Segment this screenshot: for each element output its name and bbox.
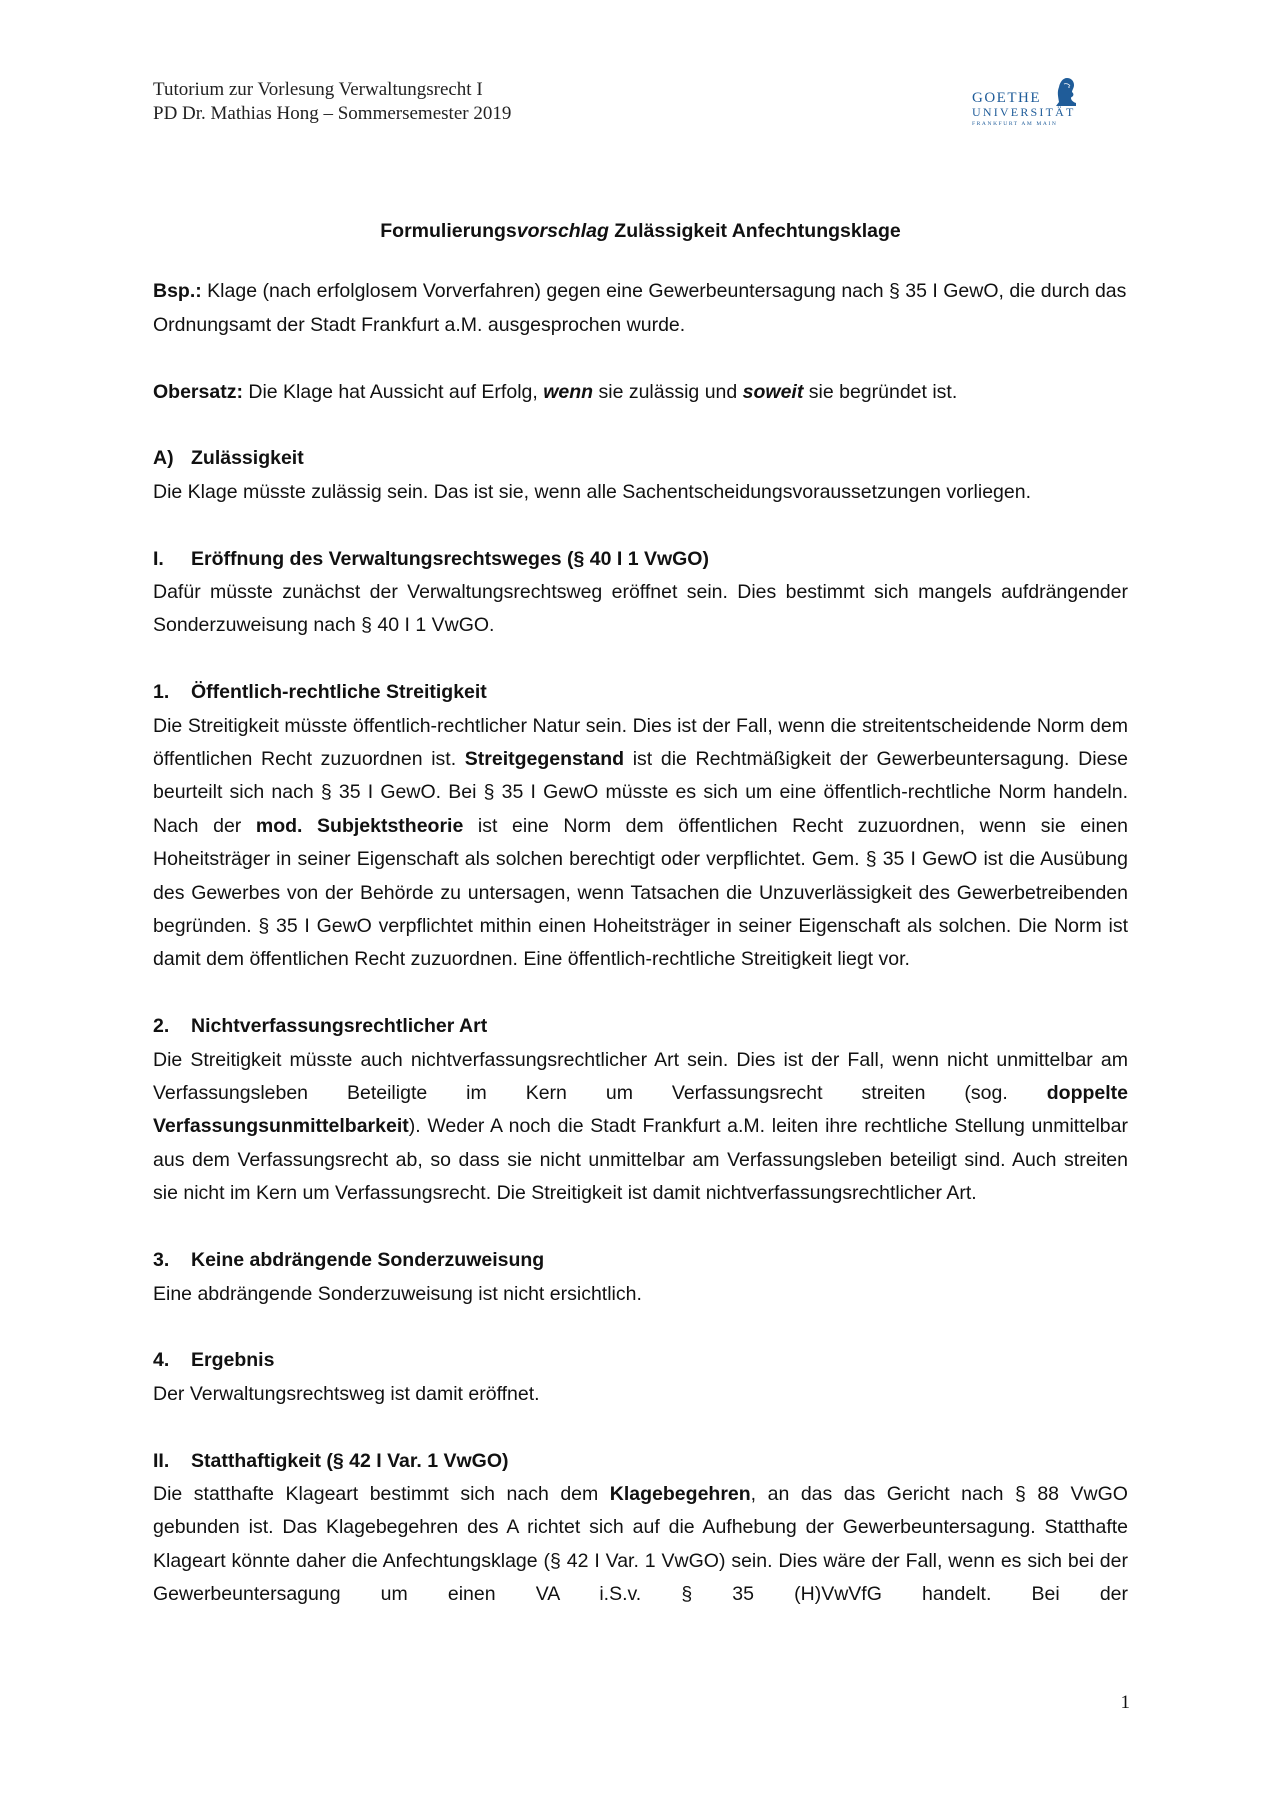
obersatz-text-2: sie zulässig und [593,380,743,403]
example-text: Klage (nach erfolglosem Vorverfahren) gegen eine Gewerbeuntersagung nach § 35 I GewO, die durch das Ordnungsamt der Stadt Frankfurt a.M. ausgesprochen wurde. [153,280,1127,336]
subsection-1-text [153,710,1128,977]
document-title [153,215,1128,248]
section-ii-text-1: Die statthafte Klageart bestimmt sich nach dem [153,1482,610,1505]
example-label: Bsp.: [153,280,202,303]
subsection-1-text-1: Die Streitigkeit müsste öffentlich-rechtlicher Natur sein. Dies ist der Fall, wenn die streitentscheidende Norm dem öffentlichen Recht zuzuordnen ist. [153,714,1128,771]
subsection-1-text-3: ist eine Norm dem öffentlichen Recht zuzuordnen, wenn sie einen Hoheitsträger in seiner Eigenschaft als solchen berechtigt oder verpflichtet. Gem. § 35 I GewO ist die Ausübung des Gewerbes von der Behörde zu untersagen, wenn Tatsachen die Unzuverlässigkeit des Gewerbetreibenden begründen. § 35 I GewO verpflichtet mithin einen Hoheitsträger in seiner Eigenschaft als solchen. Die Norm ist damit dem öffentlichen Recht zuzuordnen. Eine öffentlich-rechtliche Streitigkeit liegt vor. [153,814,1128,971]
subsection-2-text-1: Die Streitigkeit müsste auch nichtverfassungsrechtlicher Art sein. Dies ist der Fall, wenn nicht unmittelbar am Verfassungsleben Beteiligte im Kern um Verfassungsrecht streiten (sog. [153,1048,1128,1105]
obersatz-soweit: soweit [742,380,804,403]
section-a [153,442,1128,509]
subsection-4-title: Ergebnis [191,1349,275,1372]
section-a-heading [153,442,1128,475]
title-part-2: vorschlag [516,220,609,242]
subsection-4 [153,1344,1128,1411]
section-ii-heading [153,1445,1128,1478]
subsection-1-number: 1. [153,681,170,704]
subsection-2-text [153,1044,1128,1211]
section-i-text: Dafür müsste zunächst der Verwaltungsrechtsweg eröffnet sein. Dies bestimmt sich mangels aufdrängender Sonderzuweisung nach § 40 I 1 VwGO. [153,581,1128,637]
subsection-3-number: 3. [153,1249,170,1272]
document-body [153,215,1128,1612]
section-ii-number: II. [153,1449,170,1472]
section-i [153,543,1128,643]
subsection-2-number: 2. [153,1015,170,1038]
subsection-4-number: 4. [153,1349,170,1372]
obersatz-text-3: sie begründet ist. [803,380,958,403]
subsection-3-heading [153,1244,1128,1277]
obersatz-wenn: wenn [543,380,594,403]
subsection-4-heading [153,1344,1128,1377]
section-a-title: Zulässigkeit [191,447,304,470]
university-logo [972,72,1082,132]
obersatz-paragraph [153,376,1128,409]
subsection-1-heading [153,676,1128,709]
logo-universitaet-text: UNIVERSITÄT [972,105,1076,119]
subsection-1 [153,676,1128,977]
section-ii-text [153,1478,1128,1612]
header-lecturer-line: PD Dr. Mathias Hong – Sommersemester 2019 [153,103,512,124]
subsection-4-text: Der Verwaltungsrechtsweg ist damit eröffnet. [153,1382,540,1405]
subsection-1-text-2: ist die Rechtmäßigkeit der Gewerbeuntersagung. Diese beurteilt sich nach § 35 I GewO. Bei § 35 I GewO müsste es sich um eine öffentlich-rechtliche Norm handeln. Nach der [153,748,1128,837]
logo-frankfurt-text: FRANKFURT AM MAIN [972,121,1058,127]
subsection-2-bold-1: doppelte Verfassungsunmittelbarkeit [153,1082,1128,1138]
example-paragraph [153,275,1128,342]
obersatz-text-1: Die Klage hat Aussicht auf Erfolg, [242,380,544,403]
subsection-1-bold-1: Streitgegenstand [464,748,625,771]
section-ii-title: Statthaftigkeit (§ 42 I Var. 1 VwGO) [191,1449,509,1472]
section-a-number: A) [153,447,174,470]
section-ii-text-2: , an das das Gericht nach § 88 VwGO gebunden ist. Das Klagebegehren des A richtet sich auf die Aufhebung der Gewerbeuntersagung. Statthafte Klageart könnte daher die Anfechtungsklage (§ 42 I Var. 1 VwGO) sein. Dies wäre der Fall, wenn es sich bei der Gewerbeuntersagung um einen VA i.S.v. § 35 (H)VwVfG handelt. Bei der [153,1482,1128,1606]
subsection-1-title: Öffentlich-rechtliche Streitigkeit [191,681,487,704]
subsection-3-text: Eine abdrängende Sonderzuweisung ist nicht ersichtlich. [153,1282,642,1305]
subsection-2-title: Nichtverfassungsrechtlicher Art [191,1015,488,1038]
subsection-2-heading [153,1010,1128,1043]
section-a-text: Die Klage müsste zulässig sein. Das ist sie, wenn alle Sachentscheidungsvoraussetzungen vorliegen. [153,480,1031,503]
title-part-1: Formulierungs [380,220,517,242]
subsection-2-text-2: ). Weder A noch die Stadt Frankfurt a.M. leiten ihre rechtliche Stellung unmittelbar aus dem Verfassungsrecht ab, so dass sie nicht unmittelbar am Verfassungsleben beteiligt sind. Auch streiten sie nicht im Kern um Verfassungsrecht. Die Streitigkeit ist damit nichtverfassungsrechtlicher Art. [153,1115,1128,1205]
subsection-3 [153,1244,1128,1311]
section-ii-bold-1: Klagebegehren [609,1482,751,1505]
section-ii [153,1445,1128,1612]
document-header [153,78,511,126]
subsection-1-bold-2: mod. Subjektstheorie [255,814,464,837]
page-number: 1 [1120,1692,1130,1713]
section-i-title: Eröffnung des Verwaltungsrechtsweges (§ 40 I 1 VwGO) [191,547,709,570]
subsection-2 [153,1010,1128,1210]
obersatz-label: Obersatz: [153,380,243,403]
section-i-heading [153,543,1128,576]
subsection-3-title: Keine abdrängende Sonderzuweisung [191,1249,545,1272]
section-i-number: I. [153,547,164,570]
header-course-line: Tutorium zur Vorlesung Verwaltungsrecht I [153,79,483,100]
goethe-portrait-icon [1050,72,1078,106]
logo-goethe-text: GOETHE [972,90,1041,106]
title-part-3: Zulässigkeit Anfechtungsklage [608,220,901,242]
